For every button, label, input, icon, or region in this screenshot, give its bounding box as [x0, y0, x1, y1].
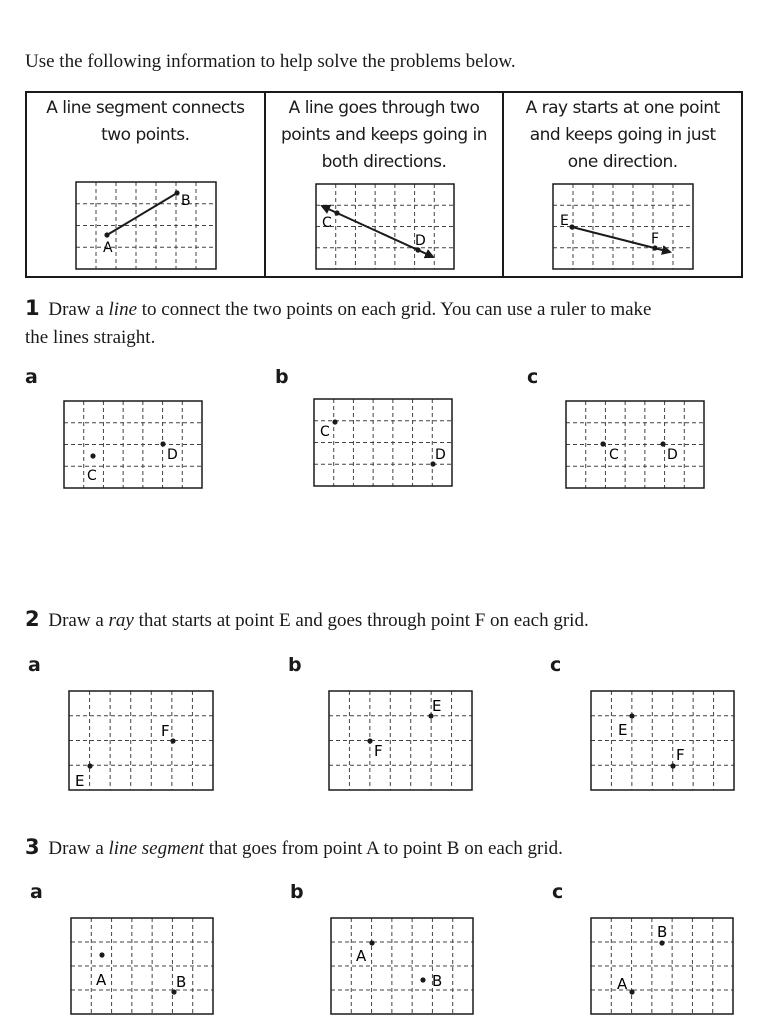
problem-2-prompt [25, 605, 755, 635]
prompt-text: Draw a [48, 610, 104, 631]
point-label: C [320, 424, 330, 440]
point-label: F [161, 722, 170, 740]
ray-example-grid [552, 183, 694, 270]
point-label: B [432, 972, 443, 990]
point-dot [160, 441, 165, 446]
definition-segment [27, 93, 264, 276]
point-dot [600, 441, 605, 446]
definition-text-line: A line goes through two [288, 98, 480, 118]
prompt-text: to connect the two points on each grid. You can use a ruler to make [141, 299, 652, 320]
point-dot [629, 713, 634, 718]
part-label: c [527, 366, 539, 388]
grid-frame [566, 401, 704, 488]
point-dot [99, 952, 104, 957]
point-label: E [618, 721, 628, 739]
segment-example-line [107, 193, 177, 235]
point-e-label: E [560, 213, 570, 229]
point-label: A [617, 975, 628, 993]
point-dot [420, 977, 425, 982]
definition-text-line: A line segment connects [46, 98, 245, 118]
prompt-text: Draw a [48, 838, 104, 859]
point-label: A [96, 971, 107, 989]
segment-example-grid [75, 181, 217, 270]
grid-frame [64, 401, 202, 488]
drawing-grid-2b[interactable] [328, 690, 473, 791]
prompt-text: that starts at point E and goes through point F on each grid. [138, 610, 589, 631]
point-dot [659, 940, 664, 945]
definition-text-line: both directions. [321, 152, 447, 172]
definition-text-line: A ray starts at one point [525, 98, 720, 118]
drawing-grid-3a[interactable] [70, 917, 214, 1015]
point-dot [170, 738, 175, 743]
problem-number: 1 [25, 296, 40, 320]
point-dot [369, 940, 374, 945]
definition-text-line: points and keeps going in [280, 125, 488, 145]
part-label: b [290, 881, 304, 903]
point-dot [367, 738, 372, 743]
point-label: F [676, 746, 685, 764]
point-label: D [667, 447, 678, 463]
problem-1-prompt [25, 294, 755, 352]
prompt-emphasis: line [108, 299, 138, 320]
part-label: b [288, 654, 302, 676]
part-label: a [30, 881, 43, 903]
definition-text-line: two points. [101, 125, 190, 145]
part-label: c [550, 654, 562, 676]
point-d-label: D [414, 233, 426, 249]
definition-ray-text [510, 95, 735, 176]
point-dot [629, 989, 634, 994]
point-label: E [75, 772, 85, 790]
part-label: a [28, 654, 41, 676]
point-e-dot [570, 224, 575, 229]
definitions-table [25, 91, 743, 278]
drawing-grid-3b[interactable] [330, 917, 474, 1015]
point-label: B [657, 923, 668, 941]
point-c-label: C [321, 215, 332, 231]
drawing-grid-1a[interactable] [63, 400, 203, 489]
point-label: D [167, 447, 178, 463]
prompt-text: Draw a [48, 299, 104, 320]
definition-line-text [272, 95, 497, 176]
point-label: C [87, 468, 97, 484]
point-f-label: F [651, 231, 660, 247]
point-dot [332, 419, 337, 424]
point-label: D [435, 447, 446, 463]
part-label: b [275, 366, 289, 388]
point-label: C [609, 447, 619, 463]
point-label: F [374, 742, 383, 760]
point-a-dot [104, 232, 109, 237]
drawing-grid-1c[interactable] [565, 400, 705, 489]
definition-line [264, 93, 503, 276]
point-dot [660, 441, 665, 446]
definition-segment-text [33, 95, 258, 149]
prompt-text: the lines straight. [25, 327, 156, 348]
definition-ray [502, 93, 741, 276]
point-c-dot [334, 210, 339, 215]
point-label: E [432, 697, 442, 715]
intro-text: Use the following information to help solve the problems below. [25, 51, 516, 72]
drawing-grid-2a[interactable] [68, 690, 214, 791]
drawing-grid-2c[interactable] [590, 690, 735, 791]
point-label: B [176, 973, 187, 991]
prompt-text: that goes from point A to point B on each grid. [208, 838, 563, 859]
line-example-grid [315, 183, 455, 270]
point-b-label: B [181, 193, 191, 209]
problem-number: 2 [25, 607, 40, 631]
prompt-emphasis: ray [108, 610, 134, 631]
point-dot [90, 453, 95, 458]
prompt-emphasis: line segment [108, 838, 205, 859]
problem-3-prompt [25, 833, 755, 863]
point-dot [670, 763, 675, 768]
definition-text-line: and keeps going in just [529, 125, 716, 145]
definition-text-line: one direction. [567, 152, 678, 172]
point-a-label: A [103, 240, 113, 256]
part-label: a [25, 366, 38, 388]
grid-frame [314, 399, 452, 486]
point-dot [87, 763, 92, 768]
drawing-grid-3c[interactable] [590, 917, 734, 1015]
problem-number: 3 [25, 835, 40, 859]
part-label: c [552, 881, 564, 903]
drawing-grid-1b[interactable] [313, 398, 453, 487]
point-b-dot [174, 190, 179, 195]
line-example-core [337, 213, 418, 250]
point-label: A [356, 947, 367, 965]
